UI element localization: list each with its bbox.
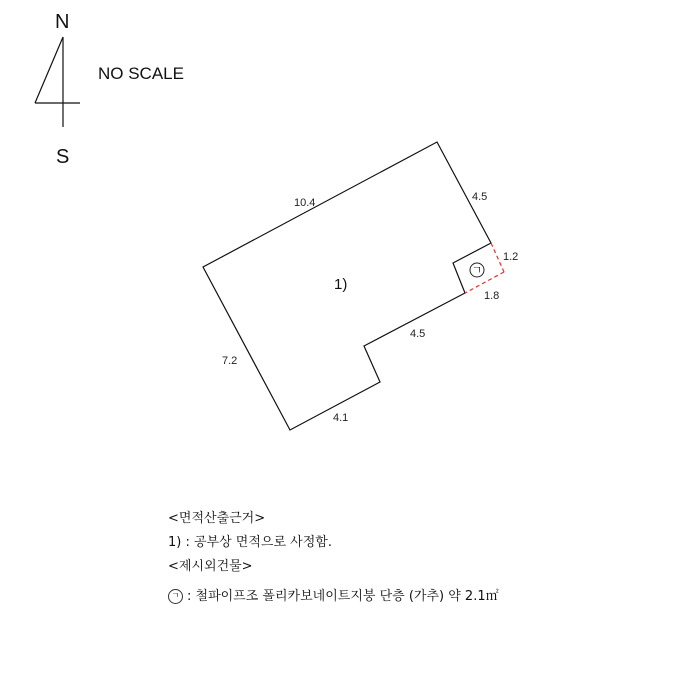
basis-heading: <면적산출근거>	[168, 511, 266, 526]
notes-block	[168, 512, 499, 608]
basis-text: 1) : 공부상 면적으로 사정함.	[168, 535, 332, 550]
dim-top: 10.4	[294, 197, 316, 209]
outbuilding-heading: <제시외건물>	[168, 559, 253, 574]
dim-annex-right: 1.2	[503, 251, 519, 263]
dim-left: 7.2	[222, 355, 238, 367]
compass-north-label: N	[55, 11, 70, 33]
scale-note: NO SCALE	[98, 64, 184, 83]
outbuilding-marker-icon: ㄱ	[168, 589, 183, 604]
dim-upper-right: 4.5	[472, 191, 488, 203]
dim-inner-step: 4.5	[410, 328, 426, 340]
dim-bottom: 4.1	[333, 412, 349, 424]
dim-annex-bottom: 1.8	[484, 290, 500, 302]
parcel-label: 1)	[334, 276, 348, 293]
north-arrow-icon	[35, 37, 80, 127]
compass-south-label: S	[56, 146, 70, 168]
outbuilding-text: : 철파이프조 폴리카보네이트지붕 단층 (가추) 약 2.1㎡	[187, 588, 499, 604]
outbuilding-line	[168, 584, 499, 608]
annex-marker-label: ㄱ	[471, 264, 483, 277]
